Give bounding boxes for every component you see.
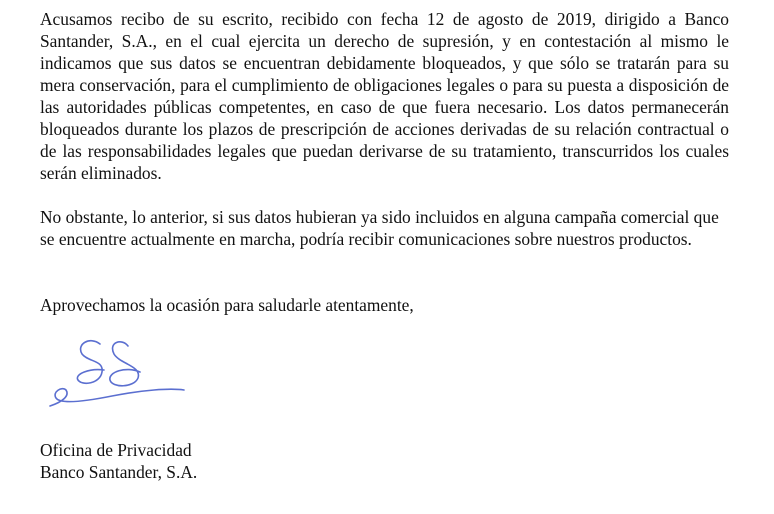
sender-office: Oficina de Privacidad — [40, 440, 192, 460]
letter-closing: Aprovechamos la ocasión para saludarle atentamente, — [40, 295, 414, 315]
handwritten-signature — [42, 330, 192, 418]
letter-body — [40, 8, 729, 316]
signature-stroke-loop — [110, 342, 140, 386]
signature-stroke-base — [50, 389, 184, 406]
signature-stroke-upper — [77, 341, 104, 384]
letter-paragraph-2: No obstante, lo anterior, si sus datos hubieran ya sido incluidos en alguna campaña comercial que se encuentre actualmente en marcha, podría recibir comunicaciones sobre nuestros productos. — [40, 207, 719, 249]
sender-company: Banco Santander, S.A. — [40, 462, 198, 482]
letter-paragraph-1: Acusamos recibo de su escrito, recibido con fecha 12 de agosto de 2019, dirigido a Banco Santander, S.A., en el cual ejercita un derecho de supresión, y en contestación al mismo le indicamos que sus datos se encuentran debidamente bloqueados, y que sólo se tratarán para su mera conservación, para el cumplimiento de obligaciones legales o para su puesta a disposición de las autoridades públicas competentes, en caso de que fuera necesario. Los datos permanecerán bloqueados durante los plazos de prescripción de acciones derivadas de su relación contractual o de las responsabilidades legales que puedan derivarse de su tratamiento, transcurridos los cuales serán eliminados. — [40, 9, 729, 183]
sender-block — [40, 439, 197, 483]
